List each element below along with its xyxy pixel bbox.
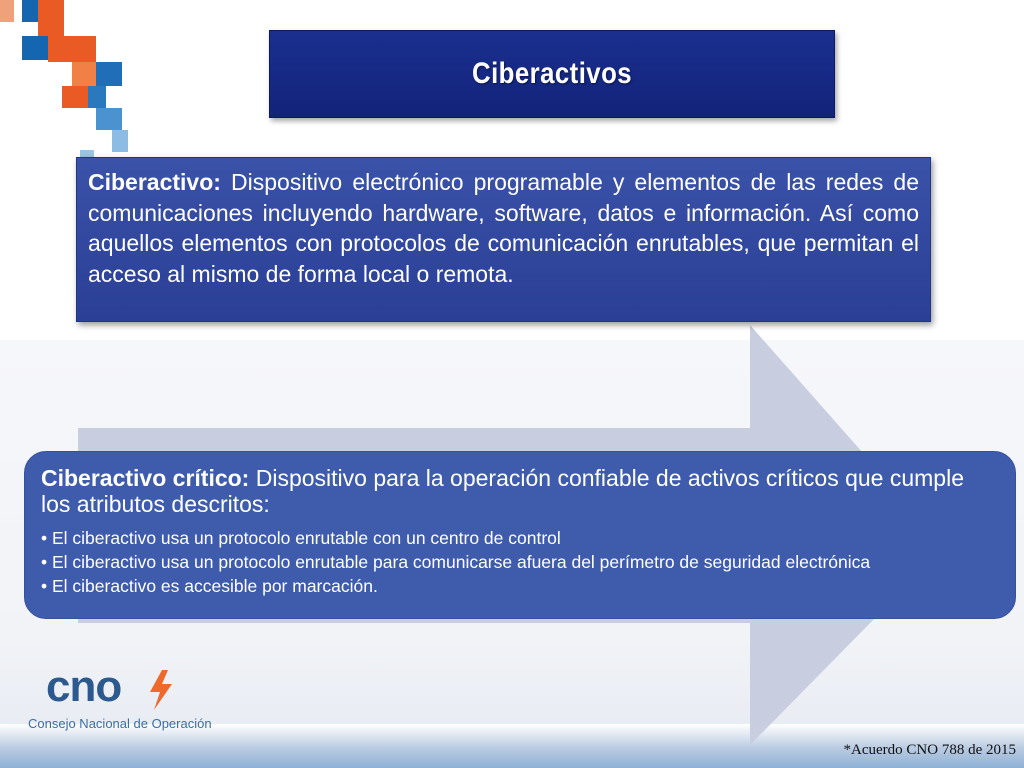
definition-text: Dispositivo electrónico programable y elementos de las redes de comunicaciones incluyendo hardware, software, datos e información. Así como aquellos elementos con protocolos de comunicación enrutables, que permitan el acceso al mismo de forma local o remota. <box>88 169 919 287</box>
lightning-bolt-icon <box>148 670 174 710</box>
mosaic-square <box>88 86 106 108</box>
critical-bullet: • El ciberactivo usa un protocolo enrutable para comunicarse afuera del perímetro de seguridad electrónica <box>41 550 997 574</box>
critical-text: Dispositivo para la operación confiable de activos críticos que cumple los atributos descritos: <box>41 465 964 517</box>
definition-term: Ciberactivo: <box>88 169 221 195</box>
mosaic-square <box>72 62 96 86</box>
logo-subtitle: Consejo Nacional de Operación <box>28 716 212 731</box>
mosaic-square <box>38 0 64 36</box>
critical-term: Ciberactivo crítico: <box>41 465 250 491</box>
logo-name: cno <box>46 662 122 711</box>
critical-bullet: • El ciberactivo es accesible por marcación. <box>41 574 997 598</box>
footnote: *Acuerdo CNO 788 de 2015 <box>843 742 1016 758</box>
definition-box <box>76 157 931 322</box>
cno-logo <box>28 662 218 736</box>
mosaic-square <box>22 36 48 60</box>
mosaic-square <box>62 86 88 108</box>
page-title: Ciberactivos <box>471 57 633 90</box>
mosaic-square <box>112 130 128 152</box>
critical-bullet: • El ciberactivo usa un protocolo enrutable con un centro de control <box>41 526 997 550</box>
mosaic-square <box>96 108 122 130</box>
critical-definition-box <box>24 451 1016 619</box>
mosaic-square <box>96 62 122 86</box>
critical-bullet-list <box>41 526 997 598</box>
critical-paragraph <box>41 465 997 517</box>
mosaic-square <box>0 0 14 22</box>
mosaic-square <box>48 36 96 62</box>
title-banner <box>269 30 835 118</box>
